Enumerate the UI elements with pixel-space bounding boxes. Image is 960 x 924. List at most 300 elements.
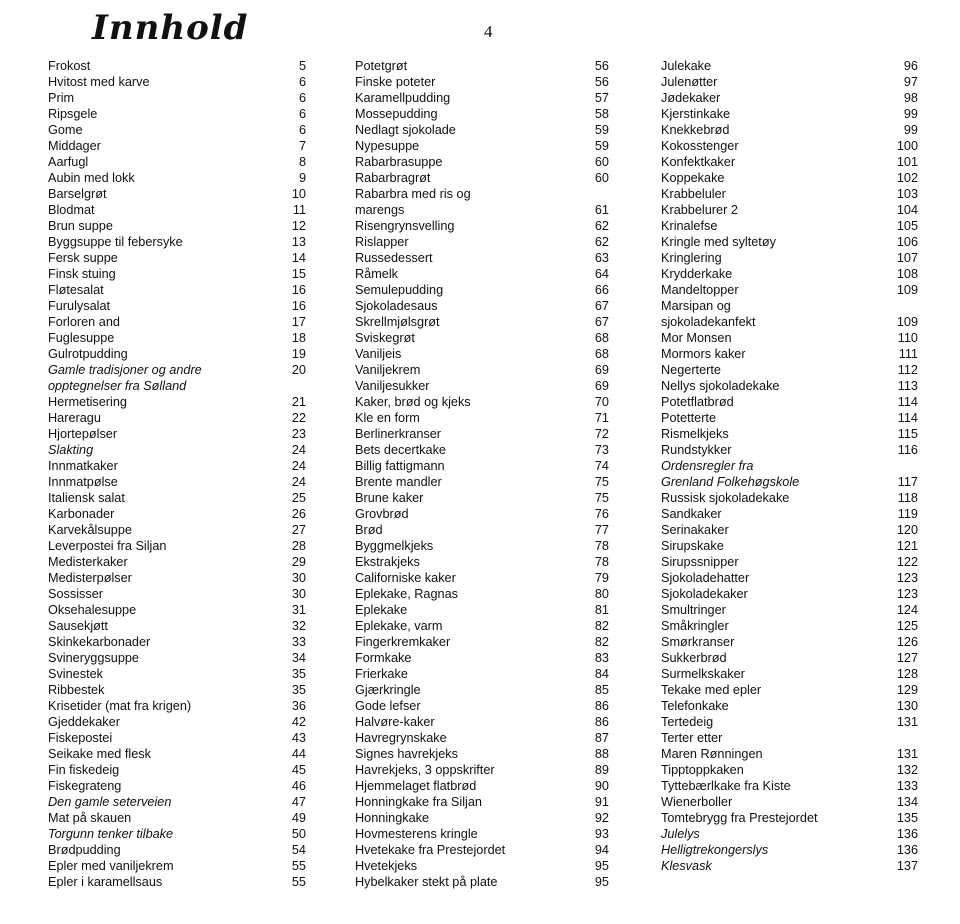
toc-entry-page: 49 <box>291 811 306 825</box>
toc-entry-page: 86 <box>594 715 609 729</box>
toc-entry-page: 55 <box>291 875 306 889</box>
toc-entry <box>355 170 609 186</box>
toc-entry <box>48 250 306 266</box>
toc-entry <box>355 842 609 858</box>
toc-entry-page: 83 <box>594 651 609 665</box>
toc-entry-label: Ribbestek <box>48 683 105 697</box>
toc-entry-page: 94 <box>594 843 609 857</box>
toc-entry-page: 73 <box>594 443 609 457</box>
toc-entry <box>661 522 918 538</box>
toc-entry <box>661 794 918 810</box>
toc-entry-page: 14 <box>291 251 306 265</box>
toc-entry-page: 122 <box>896 555 918 569</box>
toc-entry-page: 134 <box>896 795 918 809</box>
toc-entry-label: Kringle med syltetøy <box>661 235 776 249</box>
toc-entry-page: 130 <box>896 699 918 713</box>
toc-entry-label: Brune kaker <box>355 491 424 505</box>
toc-entry-label: Grenland Folkehøgskole <box>661 475 800 489</box>
toc-entry <box>48 538 306 554</box>
toc-entry <box>355 794 609 810</box>
toc-entry-page: 31 <box>291 603 306 617</box>
toc-entry <box>661 266 918 282</box>
toc-entry-page: 124 <box>896 603 918 617</box>
toc-entry-label: Tertedeig <box>661 715 714 729</box>
toc-entry-label: Gjærkringle <box>355 683 421 697</box>
toc-entry-label: Potetterte <box>661 411 717 425</box>
toc-entry-page: 125 <box>896 619 918 633</box>
toc-entry-page: 120 <box>896 523 918 537</box>
toc-entry-page: 84 <box>594 667 609 681</box>
toc-entry <box>661 394 918 410</box>
toc-entry-page: 92 <box>594 811 609 825</box>
toc-entry <box>661 666 918 682</box>
toc-entry-page: 131 <box>896 747 918 761</box>
toc-entry-page: 76 <box>594 507 609 521</box>
toc-entry-page: 30 <box>291 587 306 601</box>
toc-entry-label: Epler i karamellsaus <box>48 875 163 889</box>
toc-entry-page: 80 <box>594 587 609 601</box>
toc-entry <box>661 218 918 234</box>
toc-entry <box>48 458 306 474</box>
toc-entry <box>355 314 609 330</box>
toc-entry-label: Helligtrekongerslys <box>661 843 769 857</box>
toc-entry <box>355 826 609 842</box>
toc-entry <box>661 202 918 218</box>
toc-entry-label: Tekake med epler <box>661 683 762 697</box>
toc-entry-page: 44 <box>291 747 306 761</box>
toc-entry-label: Eplekake, Ragnas <box>355 587 458 601</box>
toc-entry-page: 105 <box>896 219 918 233</box>
toc-entry-label: Italiensk salat <box>48 491 125 505</box>
toc-entry <box>48 874 306 890</box>
toc-entry-label: Marsipan og <box>661 299 731 313</box>
toc-entry <box>355 714 609 730</box>
toc-entry-label: Nedlagt sjokolade <box>355 123 456 137</box>
toc-entry <box>661 282 918 298</box>
toc-entry-label: Smørkranser <box>661 635 735 649</box>
toc-entry-label: Innmatkaker <box>48 459 118 473</box>
toc-entry-page: 121 <box>896 539 918 553</box>
toc-entry <box>355 122 609 138</box>
toc-entry-label: Småkringler <box>661 619 729 633</box>
toc-entry <box>48 138 306 154</box>
toc-entry-page: 75 <box>594 475 609 489</box>
toc-entry-label: Hvetekjeks <box>355 859 418 873</box>
toc-entry-page: 20 <box>291 363 306 377</box>
toc-entry <box>48 474 306 490</box>
toc-entry-page: 59 <box>594 139 609 153</box>
toc-entry <box>48 634 306 650</box>
toc-entry-label: Frokost <box>48 59 91 73</box>
toc-entry-page: 34 <box>291 651 306 665</box>
toc-entry-page: 29 <box>291 555 306 569</box>
toc-entry-page: 95 <box>594 875 609 889</box>
toc-entry-page: 67 <box>594 299 609 313</box>
toc-entry <box>48 810 306 826</box>
toc-entry-label: Fuglesuppe <box>48 331 115 345</box>
toc-entry-label: Tipptoppkaken <box>661 763 744 777</box>
toc-entry-page: 56 <box>594 59 609 73</box>
toc-entry-page: 7 <box>298 139 306 153</box>
toc-entry-label: Finsk stuing <box>48 267 116 281</box>
toc-entry-label: Råmelk <box>355 267 399 281</box>
toc-entry <box>661 698 918 714</box>
toc-entry-page: 16 <box>291 299 306 313</box>
toc-entry-label: Julelys <box>661 827 700 841</box>
toc-entry <box>355 634 609 650</box>
toc-entry-page: 110 <box>897 331 918 345</box>
toc-entry-label: Grovbrød <box>355 507 409 521</box>
toc-entry-page: 24 <box>291 443 306 457</box>
toc-entry <box>355 138 609 154</box>
toc-entry-label: Svineryggsuppe <box>48 651 139 665</box>
toc-entry-label: Potetflatbrød <box>661 395 734 409</box>
toc-entry-label: Sirupssnipper <box>661 555 739 569</box>
toc-entry <box>661 90 918 106</box>
toc-entry-page: 42 <box>291 715 306 729</box>
toc-entry-label: Mat på skauen <box>48 811 132 825</box>
toc-entry-page: 123 <box>896 571 918 585</box>
toc-entry <box>355 218 609 234</box>
toc-entry-label: Krabbeluler <box>661 187 726 201</box>
toc-entry-page: 9 <box>298 171 306 185</box>
toc-entry <box>48 554 306 570</box>
toc-entry-page: 118 <box>897 491 918 505</box>
toc-entry <box>48 362 306 378</box>
toc-entry-label: Innmatpølse <box>48 475 118 489</box>
toc-entry-page: 103 <box>896 187 918 201</box>
toc-entry <box>661 362 918 378</box>
toc-entry-page: 5 <box>298 59 306 73</box>
toc-entry-page: 106 <box>896 235 918 249</box>
toc-entry-page: 114 <box>897 411 918 425</box>
toc-entry-label: Vaniljesukker <box>355 379 430 393</box>
toc-entry-label: Gjeddekaker <box>48 715 120 729</box>
toc-entry-label: Jødekaker <box>661 91 721 105</box>
toc-entry-page: 36 <box>291 699 306 713</box>
toc-entry-page: 81 <box>594 603 609 617</box>
toc-entry <box>355 874 609 890</box>
toc-entry-page: 35 <box>291 667 306 681</box>
toc-entry <box>661 570 918 586</box>
toc-entry-page: 67 <box>594 315 609 329</box>
toc-entry <box>661 842 918 858</box>
toc-entry <box>48 90 306 106</box>
toc-entry-label: Hermetisering <box>48 395 127 409</box>
toc-entry-page: 60 <box>594 155 609 169</box>
toc-entry-page: 123 <box>896 587 918 601</box>
toc-entry-page: 45 <box>291 763 306 777</box>
toc-entry <box>48 186 306 202</box>
toc-entry-label: Russisk sjokoladekake <box>661 491 790 505</box>
toc-entry-page: 32 <box>291 619 306 633</box>
toc-entry-page: 54 <box>291 843 306 857</box>
toc-entry-page: 86 <box>594 699 609 713</box>
toc-entry-page: 74 <box>594 459 609 473</box>
toc-entry <box>48 586 306 602</box>
toc-entry-label: Karbonader <box>48 507 115 521</box>
toc-entry-label: Byggmelkjeks <box>355 539 434 553</box>
toc-entry-page: 91 <box>594 795 609 809</box>
toc-entry <box>48 122 306 138</box>
toc-entry-label: marengs <box>355 203 405 217</box>
toc-entry <box>355 154 609 170</box>
toc-entry <box>355 570 609 586</box>
toc-entry-label: Brød <box>355 523 383 537</box>
toc-entry <box>661 474 918 490</box>
toc-entry-page: 57 <box>594 91 609 105</box>
toc-entry-page: 64 <box>594 267 609 281</box>
toc-entry-label: Rislapper <box>355 235 409 249</box>
toc-entry-label: Formkake <box>355 651 412 665</box>
toc-entry-page: 87 <box>594 731 609 745</box>
toc-entry-label: Koppekake <box>661 171 725 185</box>
toc-entry-label: Middager <box>48 139 101 153</box>
toc-entry-page: 62 <box>594 219 609 233</box>
toc-entry <box>355 266 609 282</box>
toc-entry-page: 107 <box>896 251 918 265</box>
toc-entry <box>355 410 609 426</box>
toc-entry <box>661 490 918 506</box>
toc-entry-page: 27 <box>291 523 306 537</box>
toc-entry <box>48 218 306 234</box>
toc-entry <box>48 170 306 186</box>
toc-entry-page: 22 <box>291 411 306 425</box>
toc-entry-label: Leverpostei fra Siljan <box>48 539 167 553</box>
toc-entry-page: 6 <box>298 123 306 137</box>
toc-entry <box>661 746 918 762</box>
toc-entry-page: 93 <box>594 827 609 841</box>
toc-entry-page: 117 <box>897 475 918 489</box>
toc-entry-label: Sukkerbrød <box>661 651 727 665</box>
toc-entry-page: 137 <box>896 859 918 873</box>
toc-entry <box>48 490 306 506</box>
toc-entry <box>48 522 306 538</box>
toc-entry <box>48 794 306 810</box>
toc-entry-label: Vaniljekrem <box>355 363 421 377</box>
toc-entry-label: Hybelkaker stekt på plate <box>355 875 498 889</box>
toc-entry <box>355 858 609 874</box>
toc-entry <box>661 730 918 746</box>
toc-entry-page: 104 <box>896 203 918 217</box>
toc-entry-label: Brun suppe <box>48 219 113 233</box>
toc-entry-label: Seikake med flesk <box>48 747 151 761</box>
toc-entry-label: Medisterpølser <box>48 571 132 585</box>
toc-entry-page: 33 <box>291 635 306 649</box>
toc-entry-label: Medisterkaker <box>48 555 128 569</box>
toc-entry-label: Surmelkskaker <box>661 667 745 681</box>
toc-entry-label: Bets decertkake <box>355 443 446 457</box>
toc-entry-page: 15 <box>291 267 306 281</box>
toc-entry-page: 55 <box>291 859 306 873</box>
toc-entry <box>48 618 306 634</box>
toc-entry-page: 135 <box>896 811 918 825</box>
toc-entry <box>661 58 918 74</box>
toc-entry-label: Halvøre-kaker <box>355 715 435 729</box>
toc-entry-page: 85 <box>594 683 609 697</box>
toc-entry <box>661 330 918 346</box>
toc-entry-label: Californiske kaker <box>355 571 456 585</box>
toc-entry-label: Svinestek <box>48 667 104 681</box>
toc-entry-page: 6 <box>298 107 306 121</box>
toc-entry-page: 111 <box>898 347 918 361</box>
toc-entry <box>355 810 609 826</box>
toc-entry <box>661 138 918 154</box>
toc-entry-page: 82 <box>594 635 609 649</box>
toc-entry-page: 102 <box>896 171 918 185</box>
toc-entry <box>355 474 609 490</box>
toc-entry-label: Hvitost med karve <box>48 75 150 89</box>
toc-entry <box>48 826 306 842</box>
toc-entry-label: Maren Rønningen <box>661 747 763 761</box>
toc-entry-label: Hvetekake fra Prestejordet <box>355 843 506 857</box>
toc-entry-label: Klesvask <box>661 859 712 873</box>
toc-entry-label: Den gamle seterveien <box>48 795 172 809</box>
toc-entry <box>355 234 609 250</box>
toc-entry-page: 131 <box>896 715 918 729</box>
toc-entry-page: 30 <box>291 571 306 585</box>
toc-entry <box>48 746 306 762</box>
toc-entry-page: 98 <box>903 91 918 105</box>
toc-entry-label: Krabbelurer 2 <box>661 203 738 217</box>
toc-entry-page: 18 <box>291 331 306 345</box>
toc-entry-label: Sjokoladesaus <box>355 299 438 313</box>
toc-entry <box>355 426 609 442</box>
toc-entry-page: 69 <box>594 363 609 377</box>
toc-entry <box>48 602 306 618</box>
toc-entry-page: 16 <box>291 283 306 297</box>
toc-entry-page: 114 <box>897 395 918 409</box>
toc-entry <box>661 410 918 426</box>
toc-entry <box>661 298 918 314</box>
toc-entry-page: 46 <box>291 779 306 793</box>
toc-entry-page: 35 <box>291 683 306 697</box>
toc-entry-label: Rabarbragrøt <box>355 171 431 185</box>
toc-entry-page: 28 <box>291 539 306 553</box>
toc-entry <box>355 458 609 474</box>
toc-entry <box>355 538 609 554</box>
toc-entry-label: Furulysalat <box>48 299 111 313</box>
toc-entry-label: Tomtebrygg fra Prestejordet <box>661 811 818 825</box>
toc-entry <box>48 106 306 122</box>
toc-entry-page: 69 <box>594 379 609 393</box>
toc-entry-page: 132 <box>896 763 918 777</box>
toc-entry <box>661 778 918 794</box>
toc-entry-label: Barselgrøt <box>48 187 107 201</box>
toc-entry <box>661 634 918 650</box>
toc-entry <box>48 394 306 410</box>
toc-entry-page: 115 <box>897 427 918 441</box>
toc-entry <box>661 618 918 634</box>
toc-entry-label: Ripsgele <box>48 107 98 121</box>
toc-entry <box>355 362 609 378</box>
toc-entry <box>355 778 609 794</box>
toc-entry-label: Fiskegrateng <box>48 779 122 793</box>
toc-entry-page: 23 <box>291 427 306 441</box>
toc-entry-label: Frierkake <box>355 667 408 681</box>
toc-entry-page: 10 <box>291 187 306 201</box>
toc-entry <box>661 602 918 618</box>
toc-entry <box>661 810 918 826</box>
toc-entry-label: Sossisser <box>48 587 103 601</box>
toc-entry <box>48 330 306 346</box>
toc-entry-label: Kle en form <box>355 411 420 425</box>
toc-entry-label: Rabarbrasuppe <box>355 155 443 169</box>
toc-entry <box>661 106 918 122</box>
toc-entry <box>48 570 306 586</box>
toc-entry-label: Byggsuppe til febersyke <box>48 235 183 249</box>
toc-entry-label: Wienerboller <box>661 795 733 809</box>
toc-entry-page: 112 <box>897 363 918 377</box>
toc-entry-label: Tyttebærlkake fra Kiste <box>661 779 791 793</box>
toc-entry <box>661 554 918 570</box>
toc-entry <box>48 314 306 330</box>
toc-entry <box>355 522 609 538</box>
toc-column-3 <box>661 58 918 874</box>
toc-entry <box>355 394 609 410</box>
toc-entry <box>355 762 609 778</box>
toc-entry-page: 19 <box>291 347 306 361</box>
toc-entry <box>48 730 306 746</box>
toc-entry-page: 17 <box>291 315 306 329</box>
page-number: 4 <box>484 22 493 41</box>
toc-entry-label: Russedessert <box>355 251 433 265</box>
toc-entry-label: Hovmesterens kringle <box>355 827 478 841</box>
toc-entry-label: Knekkebrød <box>661 123 730 137</box>
toc-entry <box>48 202 306 218</box>
toc-entry-page: 78 <box>594 555 609 569</box>
toc-entry <box>661 74 918 90</box>
toc-entry <box>661 250 918 266</box>
toc-entry-page: 108 <box>896 267 918 281</box>
toc-entry-label: Karamellpudding <box>355 91 451 105</box>
toc-entry-label: Nellys sjokoladekake <box>661 379 780 393</box>
toc-entry-label: Brødpudding <box>48 843 121 857</box>
toc-entry-page: 60 <box>594 171 609 185</box>
toc-entry-label: Gome <box>48 123 83 137</box>
toc-entry-label: Gode lefser <box>355 699 421 713</box>
toc-entry-page: 100 <box>896 139 918 153</box>
toc-entry-label: opptegnelser fra Sølland <box>48 379 187 393</box>
toc-entry-label: Konfektkaker <box>661 155 736 169</box>
toc-entry-page: 68 <box>594 331 609 345</box>
toc-entry-label: Torgunn tenker tilbake <box>48 827 174 841</box>
toc-entry <box>661 506 918 522</box>
toc-entry-label: Aubin med lokk <box>48 171 135 185</box>
toc-entry-page: 12 <box>291 219 306 233</box>
toc-entry-label: Sausekjøtt <box>48 619 108 633</box>
toc-entry <box>355 90 609 106</box>
toc-entry-label: Negerterte <box>661 363 721 377</box>
toc-entry <box>355 666 609 682</box>
toc-entry <box>355 618 609 634</box>
toc-entry-page: 26 <box>291 507 306 521</box>
toc-entry <box>661 346 918 362</box>
toc-entry-page: 63 <box>594 251 609 265</box>
toc-entry-label: Eplekake <box>355 603 408 617</box>
toc-entry <box>661 426 918 442</box>
toc-entry <box>48 778 306 794</box>
toc-entry-page: 77 <box>594 523 609 537</box>
toc-entry <box>355 298 609 314</box>
toc-entry-label: Blodmat <box>48 203 95 217</box>
toc-entry-page: 11 <box>292 203 306 217</box>
toc-entry-label: Eplekake, varm <box>355 619 443 633</box>
toc-entry-label: Signes havrekjeks <box>355 747 458 761</box>
toc-entry-label: Gulrotpudding <box>48 347 128 361</box>
toc-entry <box>355 746 609 762</box>
toc-entry-label: Telefonkake <box>661 699 729 713</box>
